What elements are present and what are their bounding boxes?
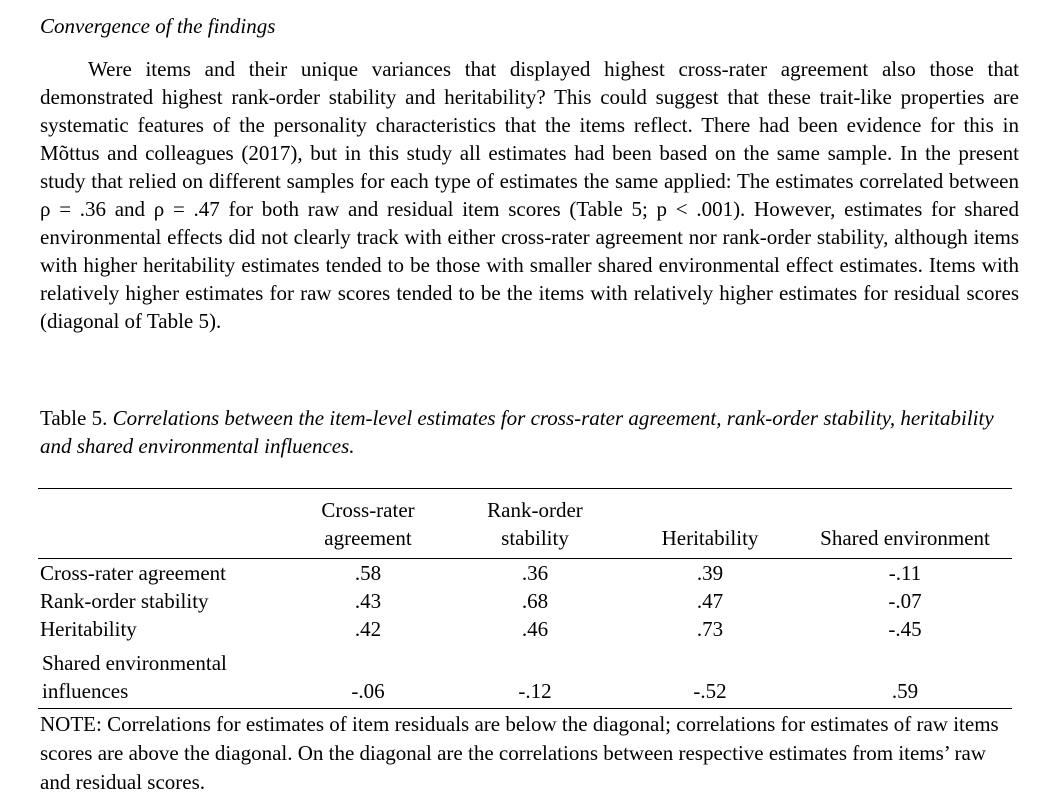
row-label-shared-environmental-line1: Shared environmental: [42, 651, 227, 675]
table-cell: -.12: [518, 679, 552, 703]
table-label: Table 5.: [40, 406, 108, 430]
row-label-rank-order: Rank-order stability: [40, 589, 209, 613]
table-note: NOTE: Correlations for estimates of item residuals are below the diagonal; correlations for estimates of raw items scores are above the diagonal. On the diagonal are the correlations between respective estimates from items’ raw and residual scores.: [40, 712, 999, 794]
col-header-rank-order-line1: Rank-order: [487, 498, 583, 522]
table-cell: .46: [521, 617, 549, 641]
table-title: Correlations between the item-level estimates for cross-rater agreement, rank-order stability, heritability and shared environmental influences.: [40, 406, 994, 458]
row-label-cross-rater: Cross-rater agreement: [40, 561, 226, 585]
table-cell: -.07: [888, 589, 922, 613]
row-label-heritability: Heritability: [40, 617, 137, 641]
table-cell: .36: [521, 561, 549, 585]
table-cell: -.45: [888, 617, 922, 641]
table-cell: .43: [354, 589, 382, 613]
table-cell: .58: [354, 561, 382, 585]
col-header-rank-order-line2: stability: [501, 526, 569, 550]
table-cell: .59: [891, 679, 919, 703]
col-header-cross-rater-line2: agreement: [324, 526, 412, 550]
table-caption: [40, 404, 1000, 460]
body-paragraph: [40, 55, 1019, 335]
section-heading: Convergence of the findings: [40, 14, 276, 38]
row-label-shared-environmental-line2: influences: [42, 679, 129, 703]
table-cell: .47: [696, 589, 724, 613]
table-cell: .39: [696, 561, 724, 585]
col-header-heritability: Heritability: [661, 526, 759, 550]
table-top-rule: [38, 488, 1012, 489]
table-cell: -.06: [351, 679, 385, 703]
table-cell: .68: [521, 589, 549, 613]
table-bottom-rule: [38, 708, 1012, 709]
body-paragraph-text: Were items and their unique variances that displayed highest cross-rater agreement also those that demonstrated highest rank-order stability and heritability? This could suggest that these trait-like properties are systematic features of the personality characteristics that the items reflect. There had been evidence for this in Mõttus and colleagues (2017), but in this study all estimates had been based on the same sample. In the present study that relied on different samples for each type of estimates the same applied: The estimates correlated between ρ = .36 and ρ = .47 for both raw and residual item scores (Table 5; p < .001). However, estimates for shared environmental effects did not clearly track with either cross-rater agreement nor rank-order stability, although items with higher heritability estimates tended to be those with smaller shared environmental effect estimates. Items with relatively higher estimates for raw scores tended to be the items with relatively higher estimates for residual scores (diagonal of Table 5).: [40, 57, 1019, 333]
col-header-shared-environment: Shared environment: [820, 526, 990, 550]
col-header-cross-rater-line1: Cross-rater: [321, 498, 415, 522]
table-cell: -.52: [693, 679, 727, 703]
table-cell: -.11: [888, 561, 922, 585]
table-cell: .73: [696, 617, 724, 641]
table-cell: .42: [354, 617, 382, 641]
